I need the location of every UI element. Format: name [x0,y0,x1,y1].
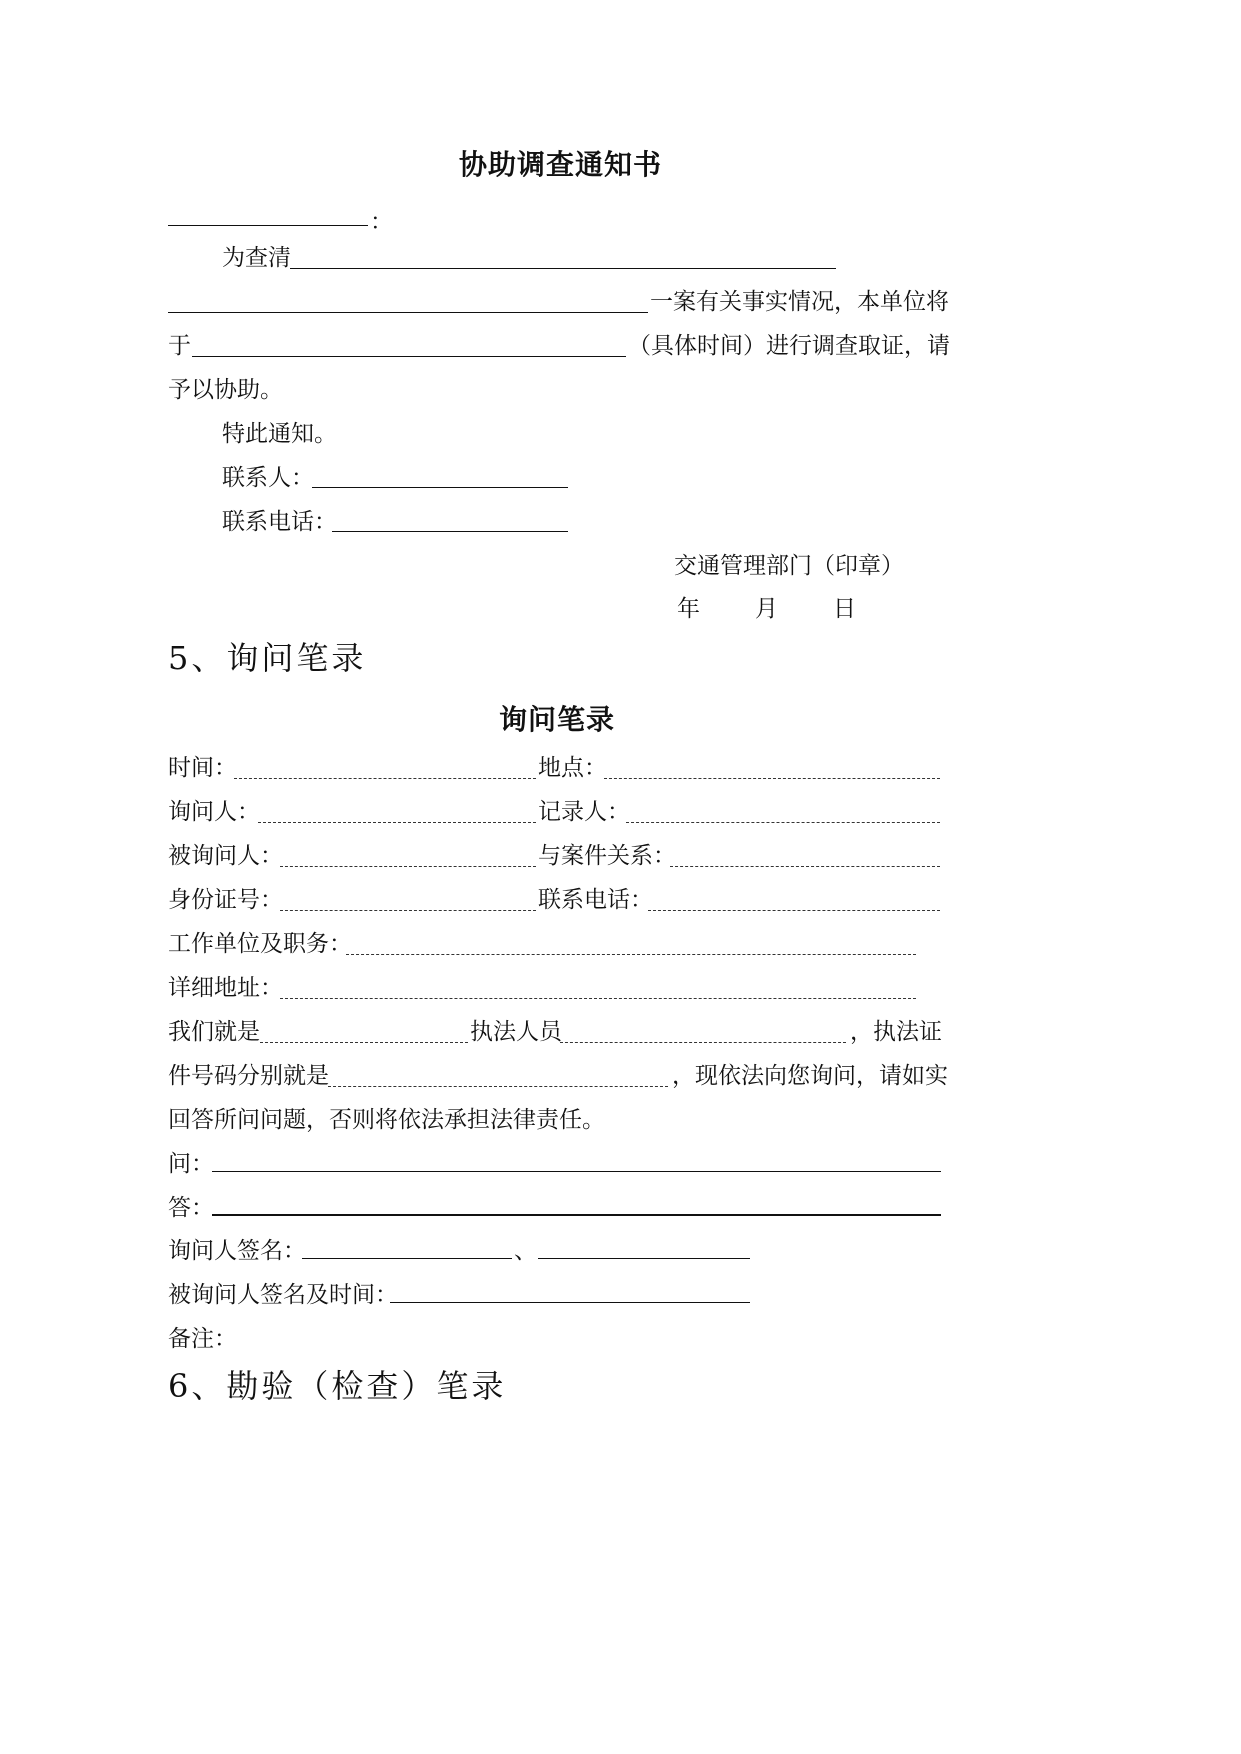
issuer: 交通管理部门（印章） [674,553,904,579]
sign-separator: 、 [514,1238,537,1264]
contact-blank[interactable] [312,487,568,488]
contact-label: 联系人： [222,465,314,491]
interviewer-sign-field-2[interactable] [538,1258,750,1259]
statement-part6: 回答所问问题，否则将依法承担法律责任。 [168,1107,605,1133]
employer-label: 工作单位及职务： [168,931,352,957]
answer-label: 答： [168,1195,214,1221]
interviewer-label: 询问人： [168,799,260,825]
interviewer-sign-label: 询问人签名： [168,1238,306,1264]
record-phone-field[interactable] [648,910,940,911]
time-field[interactable] [234,778,536,779]
time-blank[interactable] [192,356,626,357]
notice-line1-prefix: 为查清 [222,245,291,271]
answer-field[interactable] [212,1214,941,1216]
recorder-field[interactable] [626,822,940,823]
agency-field[interactable] [260,1042,468,1043]
relation-label: 与案件关系： [538,843,676,869]
address-field[interactable] [280,998,916,999]
interviewee-sign-field[interactable] [390,1302,750,1303]
notice-line3-prefix: 于 [168,333,191,359]
interviewer-sign-field-1[interactable] [302,1258,512,1259]
section5-heading: 5、询问笔录 [168,639,367,677]
date-day: 日 [833,596,856,622]
notice-title: 协助调查通知书 [459,148,663,181]
time-label: 时间： [168,755,237,781]
relation-field[interactable] [670,866,940,867]
notice-line2-suffix: 一案有关事实情况，本单位将 [650,289,949,315]
remarks-label: 备注： [168,1326,237,1352]
notice-line4: 予以协助。 [168,377,283,403]
badge-number-field[interactable] [328,1086,668,1087]
officers-field[interactable] [560,1042,846,1043]
recipient-colon: ： [370,209,393,235]
recipient-blank[interactable] [168,225,368,226]
statement-part3: ，执法证 [850,1019,942,1045]
interviewee-label: 被询问人： [168,843,283,869]
date-month: 月 [755,596,778,622]
question-label: 问： [168,1151,214,1177]
notice-phone-blank[interactable] [332,531,568,532]
interviewer-field[interactable] [258,822,536,823]
section6-heading: 6、勘验（检查）笔录 [168,1367,507,1405]
statement-part2: 执法人员 [470,1019,562,1045]
case-blank-2[interactable] [168,312,648,313]
record-title: 询问笔录 [499,703,616,736]
notice-phone-label: 联系电话： [222,509,337,535]
notice-closing: 特此通知。 [222,421,337,447]
notice-line3-suffix: （具体时间）进行调查取证，请 [628,333,950,359]
date-year: 年 [677,596,700,622]
id-field[interactable] [280,910,536,911]
case-blank-1[interactable] [290,268,836,269]
interviewee-sign-label: 被询问人签名及时间： [168,1282,398,1308]
id-label: 身份证号： [168,887,283,913]
place-field[interactable] [604,778,940,779]
statement-part1: 我们就是 [168,1019,260,1045]
address-label: 详细地址： [168,975,283,1001]
recorder-label: 记录人： [538,799,630,825]
interviewee-field[interactable] [280,866,536,867]
statement-part4: 件号码分别就是 [168,1063,329,1089]
employer-field[interactable] [346,954,916,955]
statement-part5: ，现依法向您询问，请如实 [672,1063,948,1089]
place-label: 地点： [538,755,607,781]
record-phone-label: 联系电话： [538,887,653,913]
question-field[interactable] [212,1171,941,1172]
